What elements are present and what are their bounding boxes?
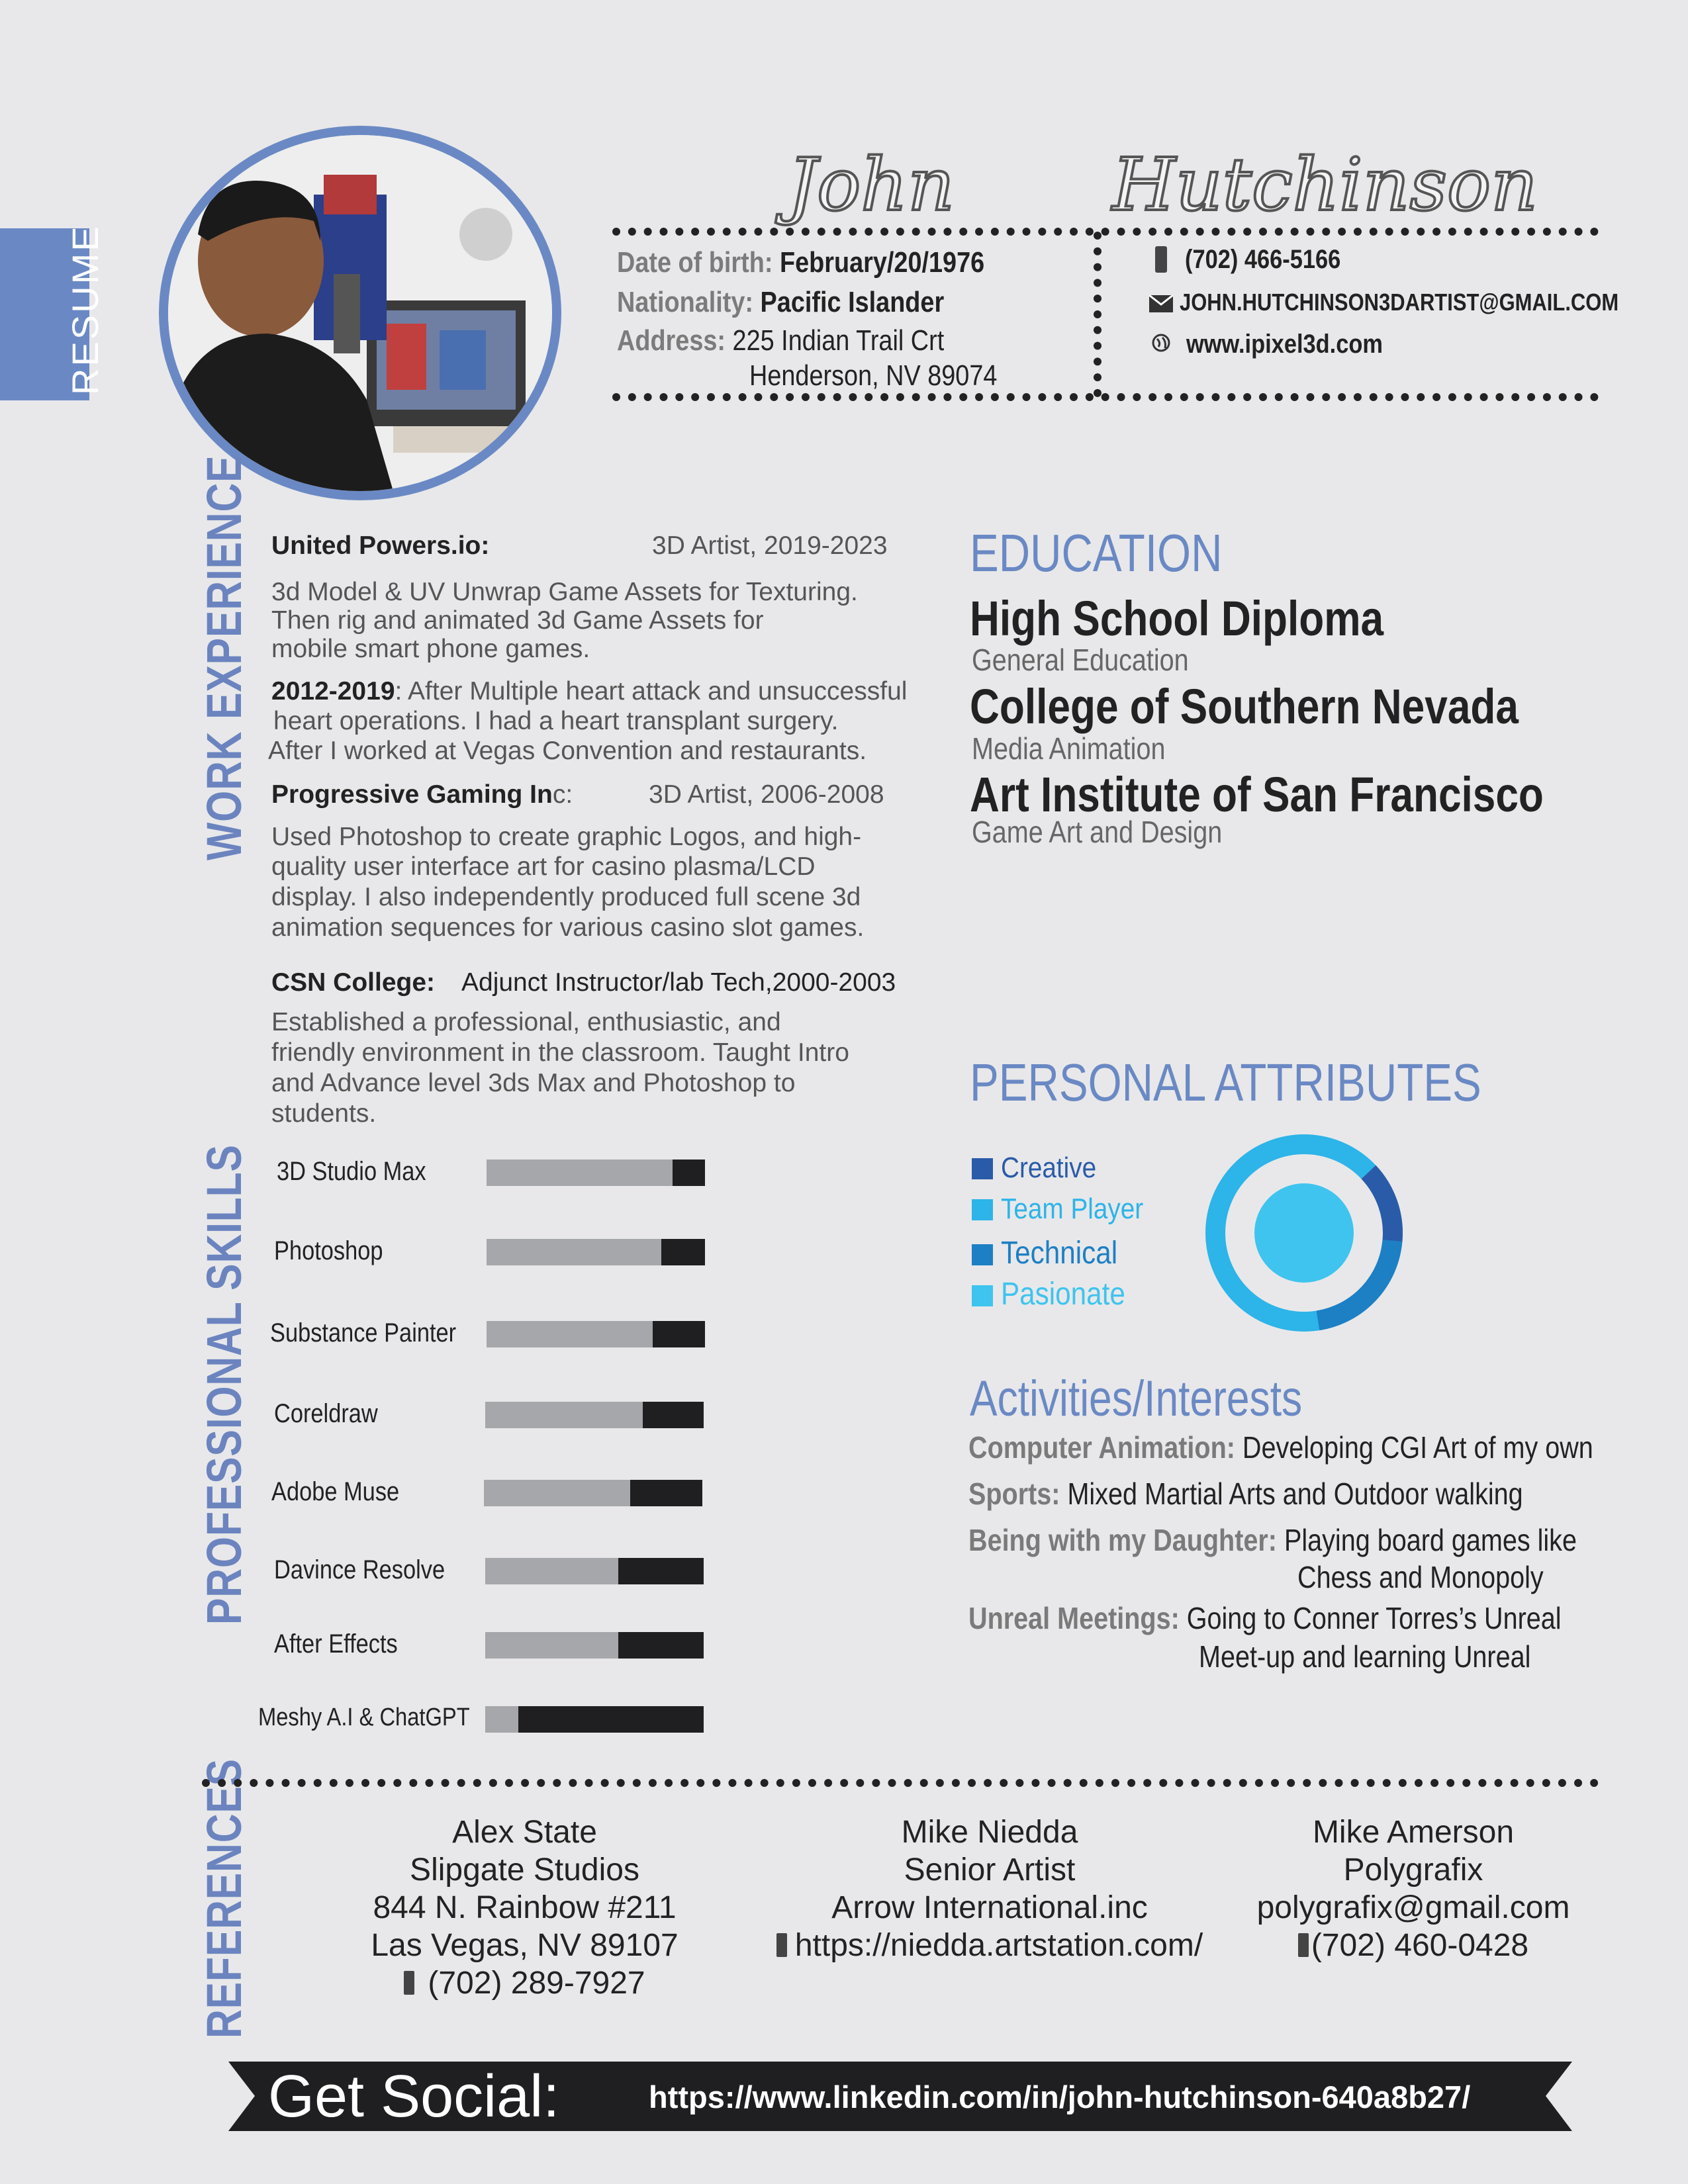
skill-label: 3D Studio Max bbox=[277, 1157, 426, 1186]
skill-bar-fill bbox=[487, 1160, 673, 1186]
profile-photo bbox=[168, 135, 552, 491]
job3-company: CSN College: bbox=[271, 968, 436, 997]
legend-swatch-creative bbox=[972, 1158, 993, 1179]
education-heading: EDUCATION bbox=[970, 523, 1223, 582]
job3-desc-3: and Advance level 3ds Max and Photoshop to bbox=[271, 1069, 796, 1097]
skill-label: Substance Painter bbox=[270, 1318, 457, 1347]
profile-photo-frame bbox=[159, 126, 561, 500]
last-name: Hutchinson bbox=[1112, 142, 1538, 227]
skill-bar-fill bbox=[487, 1321, 653, 1347]
education-sub-2: Media Animation bbox=[972, 731, 1166, 766]
reference-2-name: Mike Niedda bbox=[901, 1815, 1078, 1850]
job1-desc-1: 3d Model & UV Unwrap Game Assets for Texturing. bbox=[271, 578, 858, 606]
reference-3-email[interactable]: polygrafix@gmail.com bbox=[1256, 1890, 1570, 1925]
skill-bar-fill bbox=[485, 1706, 518, 1733]
gap-years: 2012-2019 bbox=[271, 677, 395, 705]
info-bottom-divider bbox=[612, 393, 1599, 401]
dob-value: February/20/1976 bbox=[779, 246, 985, 279]
education-sub-1: General Education bbox=[972, 643, 1189, 677]
activity-2: Sports: Mixed Martial Arts and Outdoor walking bbox=[968, 1477, 1523, 1511]
reference-1 bbox=[344, 1813, 705, 2002]
skill-bar bbox=[485, 1402, 704, 1428]
job3-role: Adjunct Instructor/lab Tech,2000-2003 bbox=[461, 968, 896, 997]
skill-bar bbox=[487, 1239, 705, 1265]
education-sub-3: Game Art and Design bbox=[972, 815, 1223, 849]
skill-label: Adobe Muse bbox=[271, 1477, 400, 1506]
legend-swatch-team-player bbox=[972, 1199, 993, 1220]
skill-bar bbox=[485, 1706, 704, 1733]
legend-swatch-technical bbox=[972, 1244, 993, 1265]
phone-icon bbox=[404, 1971, 414, 1995]
contact-email[interactable]: JOHN.HUTCHINSON3DARTIST@GMAIL.COM bbox=[1180, 289, 1619, 316]
gap-desc-3: After I worked at Vegas Convention and restaurants. bbox=[268, 737, 867, 765]
contact-phone[interactable]: (702) 466-5166 bbox=[1185, 245, 1341, 274]
job2-desc-3: display. I also independently produced full scene 3d bbox=[271, 883, 861, 911]
job3-desc-1: Established a professional, enthusiastic, and bbox=[271, 1008, 781, 1036]
skill-bar bbox=[485, 1558, 704, 1584]
reference-3-name: Mike Amerson bbox=[1312, 1815, 1515, 1850]
phone-icon bbox=[776, 1933, 787, 1957]
legend-team-player: Team Player bbox=[1001, 1193, 1144, 1225]
personal-attributes-heading: PERSONAL ATTRIBUTES bbox=[970, 1053, 1481, 1112]
skill-bar-fill bbox=[485, 1632, 618, 1659]
education-title-1: High School Diploma bbox=[970, 591, 1384, 646]
job1-desc-3: mobile smart phone games. bbox=[271, 635, 590, 663]
donut-segment-creative bbox=[1369, 1172, 1393, 1241]
job2-desc-1: Used Photoshop to create graphic Logos, and high- bbox=[271, 823, 862, 851]
education-title-3: Art Institute of San Francisco bbox=[970, 767, 1544, 822]
contact-website[interactable]: www.ipixel3d.com bbox=[1186, 330, 1383, 359]
job3-desc-4: students. bbox=[271, 1099, 377, 1128]
job2-company: Progressive Gaming Inc: bbox=[271, 780, 573, 809]
resume-tab-label: RESUME bbox=[64, 224, 106, 395]
activity-1: Computer Animation: Developing CGI Art of my own bbox=[968, 1430, 1593, 1465]
activity-3: Being with my Daughter: Playing board games like bbox=[968, 1523, 1577, 1557]
info-top-divider bbox=[612, 228, 1599, 236]
reference-1-address: 844 N. Rainbow #211 bbox=[373, 1890, 677, 1925]
first-name: John bbox=[788, 142, 955, 227]
info-middle-divider bbox=[1094, 232, 1102, 397]
job2-desc-2: quality user interface art for casino plasma/LCD bbox=[271, 852, 816, 881]
dob-row bbox=[617, 246, 984, 279]
job1-desc-2: Then rig and animated 3d Game Assets for bbox=[271, 606, 764, 635]
job1-company: United Powers.io: bbox=[271, 531, 490, 560]
professional-skills-heading: PROFESSIONAL SKILLS bbox=[197, 1144, 252, 1625]
skill-label: Photoshop bbox=[274, 1236, 383, 1265]
phone-icon bbox=[1155, 246, 1167, 273]
references-heading: REFERENCES bbox=[197, 1758, 252, 2038]
globe-icon bbox=[1152, 334, 1170, 352]
skill-bar-fill bbox=[485, 1402, 643, 1428]
resume-side-tab bbox=[0, 224, 106, 400]
address-line1: 225 Indian Trail Crt bbox=[732, 324, 945, 357]
legend-pasionate: Pasionate bbox=[1001, 1277, 1125, 1312]
job2-desc-4: animation sequences for various casino slot games. bbox=[271, 913, 865, 942]
social-label: Get Social: bbox=[268, 2064, 560, 2130]
job3-desc-2: friendly environment in the classroom. Taught Intro bbox=[271, 1038, 849, 1067]
skill-bar-fill bbox=[487, 1239, 661, 1265]
skill-bar bbox=[484, 1480, 702, 1506]
phone-icon bbox=[1298, 1933, 1309, 1957]
legend-swatch-pasionate bbox=[972, 1285, 993, 1306]
skill-bar bbox=[487, 1160, 705, 1186]
reference-1-name: Alex State bbox=[452, 1815, 597, 1850]
address-line2: Henderson, NV 89074 bbox=[749, 359, 998, 392]
reference-3-phone-row bbox=[1235, 1927, 1592, 1964]
legend-technical: Technical bbox=[1001, 1236, 1118, 1271]
donut-center-pasionate bbox=[1254, 1183, 1354, 1283]
job1-role: 3D Artist, 2019-2023 bbox=[652, 531, 888, 560]
social-banner-left-notch bbox=[228, 2062, 255, 2131]
reference-2-link[interactable]: https://niedda.artstation.com/ bbox=[794, 1928, 1203, 1963]
skill-label: After Effects bbox=[274, 1629, 398, 1659]
skill-bar-fill bbox=[485, 1558, 618, 1584]
reference-3-phone[interactable]: (702) 460-0428 bbox=[1311, 1928, 1529, 1963]
reference-1-company: Slipgate Studios bbox=[410, 1852, 639, 1888]
gap-desc-2: heart operations. I had a heart transplant surgery. bbox=[273, 707, 839, 735]
address-label: Address: bbox=[617, 324, 726, 357]
skill-bar bbox=[485, 1632, 704, 1659]
reference-2-company: Arrow International.inc bbox=[831, 1890, 1148, 1925]
education-title-2: College of Southern Nevada bbox=[970, 679, 1519, 734]
nationality-row bbox=[617, 286, 944, 319]
gap-desc-1: 2012-2019: After Multiple heart attack and unsuccessful bbox=[271, 677, 908, 705]
dob-label: Date of birth: bbox=[617, 246, 773, 279]
references-divider bbox=[202, 1779, 1599, 1787]
reference-2 bbox=[741, 1813, 1238, 1964]
skill-label: Davince Resolve bbox=[274, 1555, 445, 1584]
reference-3 bbox=[1235, 1813, 1592, 1964]
social-banner-right-notch bbox=[1546, 2062, 1572, 2131]
social-banner bbox=[228, 2062, 1572, 2131]
legend-creative: Creative bbox=[1001, 1152, 1097, 1184]
skill-label: Meshy A.I & ChatGPT bbox=[258, 1704, 470, 1731]
activity-4: Unreal Meetings: Going to Conner Torres’s Unreal bbox=[968, 1601, 1562, 1635]
reference-1-city: Las Vegas, NV 89107 bbox=[371, 1928, 679, 1963]
reference-1-phone[interactable]: (702) 289-7927 bbox=[428, 1966, 645, 2001]
profile-photo-illustration bbox=[168, 135, 552, 491]
nationality-value: Pacific Islander bbox=[760, 286, 945, 318]
address-row bbox=[617, 324, 944, 357]
job2-role: 3D Artist, 2006-2008 bbox=[649, 780, 884, 809]
nationality-label: Nationality: bbox=[617, 286, 754, 318]
work-experience-heading: WORK EXPERIENCE bbox=[197, 455, 252, 860]
mail-icon bbox=[1149, 295, 1173, 312]
reference-2-link-row bbox=[741, 1927, 1238, 1964]
reference-1-phone-row bbox=[344, 1964, 705, 2002]
skill-label: Coreldraw bbox=[274, 1399, 378, 1428]
activities-heading: Activities/Interests bbox=[970, 1371, 1303, 1427]
social-linkedin-url[interactable]: https://www.linkedin.com/in/john-hutchinson-640a8b27/ bbox=[649, 2079, 1471, 2115]
reference-3-company: Polygrafix bbox=[1343, 1852, 1483, 1888]
reference-2-title: Senior Artist bbox=[904, 1852, 1076, 1888]
skill-bar bbox=[487, 1321, 705, 1347]
skill-bar-fill bbox=[484, 1480, 630, 1506]
activity-4-line2: Meet-up and learning Unreal bbox=[1199, 1639, 1531, 1674]
attributes-donut-chart bbox=[1201, 1130, 1407, 1336]
activity-3-line2: Chess and Monopoly bbox=[1297, 1560, 1544, 1594]
